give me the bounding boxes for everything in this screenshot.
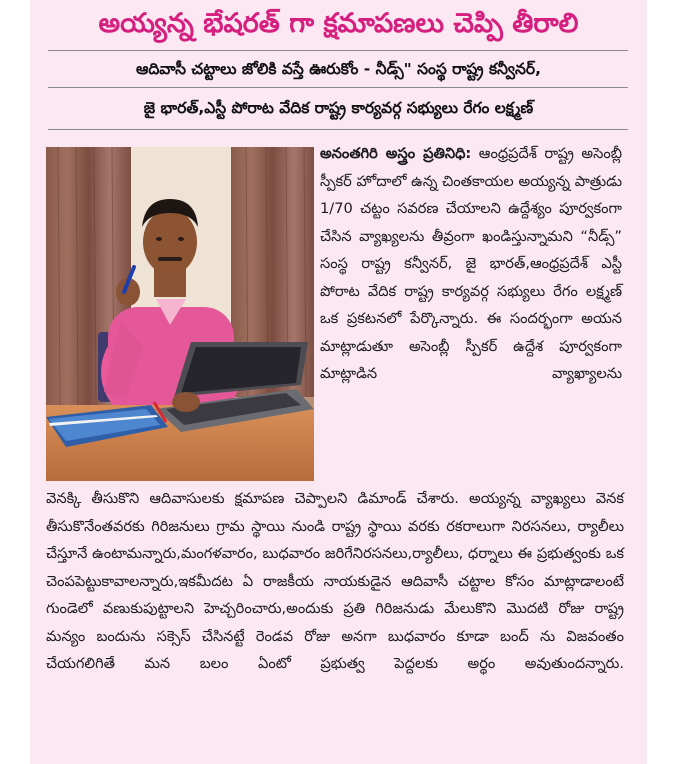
article-column-right	[320, 140, 622, 388]
dateline: అనంతగిరి అస్త్రం ప్రతినిధి:	[320, 145, 472, 162]
article-column-full	[46, 485, 624, 678]
article-photo	[46, 147, 314, 481]
news-clipping	[30, 0, 647, 764]
subheadline-2: జై భారత్,ఎస్టీ పోరాట వేదిక రాష్ట్ర కార్యవర్గ సభ్యులు రేగం లక్ష్మణ్	[143, 99, 534, 117]
article-text-continued: వెనక్కి తీసుకొని ఆదివాసులకు క్షమాపణ చెప్పాలని డిమాండ్ చేశారు. అయ్యన్న వ్యాఖ్యలు వెనక తీసుకొనేంతవరకు గిరిజనులు గ్రామ స్థాయి నుండి రాష్ట్ర స్థాయి వరకు రకరాలుగా నిరసనలు, ర్యాలీలు చేస్తూనే ఉంటామన్నారు,మంగళవారం, బుధవారం జరిగేనిరసనలు,ర్యాలీలు, ధర్నాలు ఈ ప్రభుత్వంకు ఒక చెంపపెట్టుకావాలన్నారు,ఇకమీదట ఏ రాజకీయ నాయకుడైన ఆదివాసీ చట్టాల కోసం మాట్లాడాలంటే గుండెలో వణుకుపుట్టాలని హెచ్చరించారు,అందుకు ప్రతి గిరిజనుడు మేలుకొని మొదటి రోజు రాష్ట్ర మన్యం బందును సక్సెస్ చేసినట్టే రెండవ రోజు అనగా బుధవారం కూడా బంద్ ను విజవంతం చేయగలిగితే మన బలం ఏంటో ప్రభుత్వ పెద్దలకు అర్థం అవుతుందన్నారు.	[46, 490, 624, 672]
divider-bottom	[48, 129, 628, 130]
headline: అయ్యన్న భేషరత్ గా క్షమాపణలు చెప్పి తీరాలి	[98, 8, 579, 39]
divider-top	[48, 50, 628, 51]
subheadline-1: ఆదివాసీ చట్టాలు జోలికి వస్తే ఊరుకోం - నీడ్స్" సంస్థ రాష్ట్ర కన్వీనర్,	[136, 60, 541, 78]
divider-middle	[48, 87, 628, 88]
article-text-right: ఆంధ్రప్రదేశ్ రాష్ట్ర అసెంబ్లీ స్పీకర్ హోదాలో ఉన్న చింతకాయల అయ్యన్న పాత్రుడు 1/70 చట్టం సవరణ చేయాలని ఉద్దేశ్యం పూర్వకంగా చేసిన వ్యాఖ్యలను తీవ్రంగా ఖండిస్తున్నామని “నీడ్స్” సంస్థ రాష్ట్ర కన్వీనర్, జై భారత్,ఆంధ్రప్రదేశ్ ఎస్టీ పోరాట వేదిక రాష్ట్ర కార్యవర్గ సభ్యులు రేగం లక్ష్మణ్ ఒక ప్రకటనలో పేర్కొన్నారు. ఈ సందర్భంగా అయన మాట్లాడుతూ అసెంబ్లీ స్పీకర్ ఉద్దేశ పూర్వకంగా మాట్లాడిన వ్యాఖ్యాలను	[320, 145, 623, 382]
